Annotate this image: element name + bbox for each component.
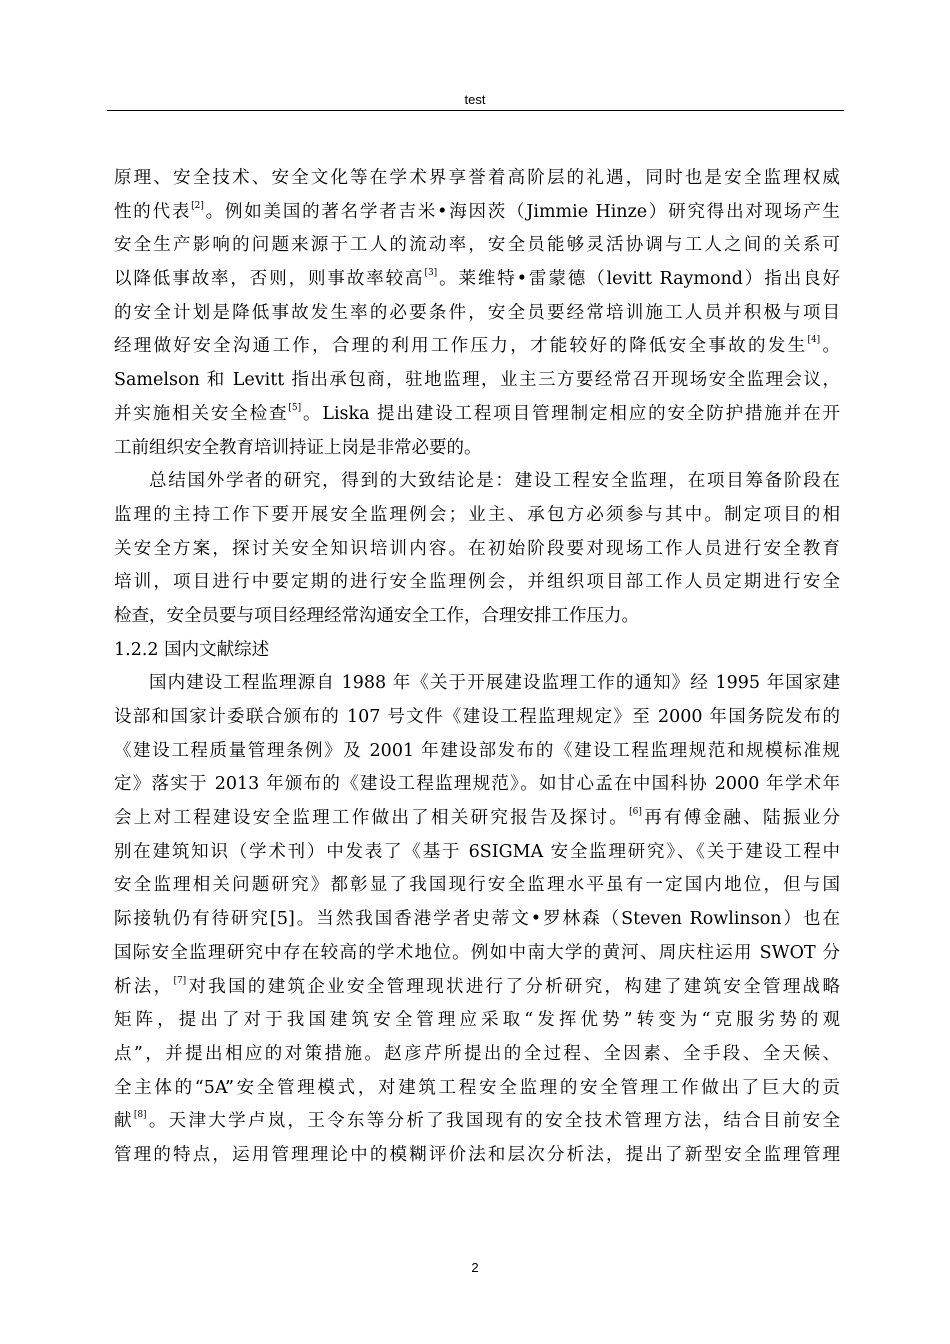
- paragraph-line: 总结国外学者的研究，得到的大致结论是：建设工程安全监理，在项目筹备阶段在: [149, 471, 840, 492]
- page-number: 2: [471, 1260, 479, 1275]
- section-heading: 1.2.2 国内文献综述: [114, 639, 270, 660]
- paragraph-line: 工前组织安全教育培训持证上岗是非常必要的。: [114, 437, 482, 458]
- paragraph-line: 经理做好安全沟通工作，合理的利用工作压力，才能较好的降低安全事故的发生[4]。: [114, 335, 840, 357]
- paragraph-line: 安全生产影响的问题来源于工人的流动率，安全员能够灵活协调与工人之间的关系可: [114, 235, 840, 256]
- paragraph-line: 的安全计划是降低事故发生率的必要条件，安全员要经常培训施工人员并积极与项目: [114, 302, 840, 323]
- citation-ref: [8]: [133, 1110, 147, 1121]
- paragraph-line: 献[8]。天津大学卢岚，王令东等分析了我国现有的安全技术管理方法，结合目前安全: [114, 1110, 840, 1132]
- paragraph-line: 监理的主持工作下要开展安全监理例会；业主、承包方必须参与其中。制定项目的相: [114, 504, 840, 525]
- header-divider: [107, 110, 844, 111]
- paragraph-line: 国际安全监理研究中存在较高的学术地位。例如中南大学的黄河、周庆柱运用 SWOT 分: [114, 942, 840, 963]
- paragraph-line: 管理的特点，运用管理理论中的模糊评价法和层次分析法，提出了新型安全监理管理: [114, 1144, 840, 1165]
- citation-ref: [3]: [424, 268, 438, 279]
- paragraph-line: 安全监理相关问题研究》都彰显了我国现行安全监理水平虽有一定国内地位，但与国: [114, 875, 840, 896]
- citation-ref: [6]: [629, 807, 642, 818]
- citation-ref: [5]: [288, 402, 302, 413]
- document-body: [114, 162, 840, 1173]
- paragraph-line: 关安全方案，探讨关安全知识培训内容。在初始阶段要对现场工作人员进行安全教育: [114, 538, 840, 559]
- paragraph-line: 别在建筑知识（学术刊）中发表了《基于 6SIGMA 安全监理研究》、《关于建设工程中: [114, 841, 840, 862]
- citation-ref: [2]: [191, 200, 204, 211]
- paragraph-line: 检查，安全员要与项目经理经常沟通安全工作，合理安排工作压力。: [114, 605, 639, 626]
- paragraph-line: 定》落实于 2013 年颁布的《建设工程监理规范》。如甘心孟在中国科协 2000 年学术年: [114, 774, 840, 795]
- paragraph-line: 《建设工程质量管理条例》及 2001 年建设部发布的《建设工程监理规范和规模标准规: [114, 740, 840, 761]
- paragraph-line: 设部和国家计委联合颁布的 107 号文件《建设工程监理规定》至 2000 年国务院发布的: [114, 707, 840, 727]
- paragraph-line: 全主体的“5A”安全管理模式，对建筑工程安全监理的安全管理工作做出了巨大的贡: [114, 1077, 840, 1098]
- paragraph-line: 点”，并提出相应的对策措施。赵彦芹所提出的全过程、全因素、全手段、全天候、: [114, 1043, 840, 1064]
- citation-ref: [7]: [173, 975, 187, 986]
- paragraph-line: Samelson 和 Levitt 指出承包商，驻地监理，业主三方要经常召开现场安全监理会议，: [114, 370, 840, 391]
- paragraph-line: 性的代表[2]。例如美国的著名学者吉米•海因茨（Jimmie Hinze）研究得出对现场产生: [114, 200, 840, 222]
- paragraph-line: 培训，项目进行中要定期的进行安全监理例会，并组织项目部工作人员定期进行安全: [114, 572, 840, 593]
- paragraph-line: 会上对工程建设安全监理工作做出了相关研究报告及探讨。[6]再有傅金融、陆振业分: [114, 807, 840, 829]
- paragraph-line: 际接轨仍有待研究[5]。当然我国香港学者史蒂文•罗林森（Steven Rowlinson）也在: [114, 909, 840, 930]
- paragraph-line: 以降低事故率，否则，则事故率较高[3]。莱维特•雷蒙德（levitt Raymond）指出良好: [114, 268, 840, 290]
- paragraph-line: 国内建设工程监理源自 1988 年《关于开展建设监理工作的通知》经 1995 年国家建: [149, 673, 840, 694]
- paragraph-line: 原理、安全技术、安全文化等在学术界享誉着高阶层的礼遇，同时也是安全监理权威: [114, 168, 840, 188]
- paragraph-line: 并实施相关安全检查[5]。Liska 提出建设工程项目管理制定相应的安全防护措施并在开: [114, 402, 840, 424]
- paragraph-line: 矩阵，提出了对于我国建筑安全管理应采取“发挥优势”转变为“克服劣势的观: [114, 1010, 840, 1031]
- paragraph-line: 析法，[7]对我国的建筑企业安全管理现状进行了分析研究，构建了建筑安全管理战略: [114, 975, 840, 997]
- citation-ref: [4]: [807, 335, 821, 346]
- page-header: test: [464, 92, 486, 107]
